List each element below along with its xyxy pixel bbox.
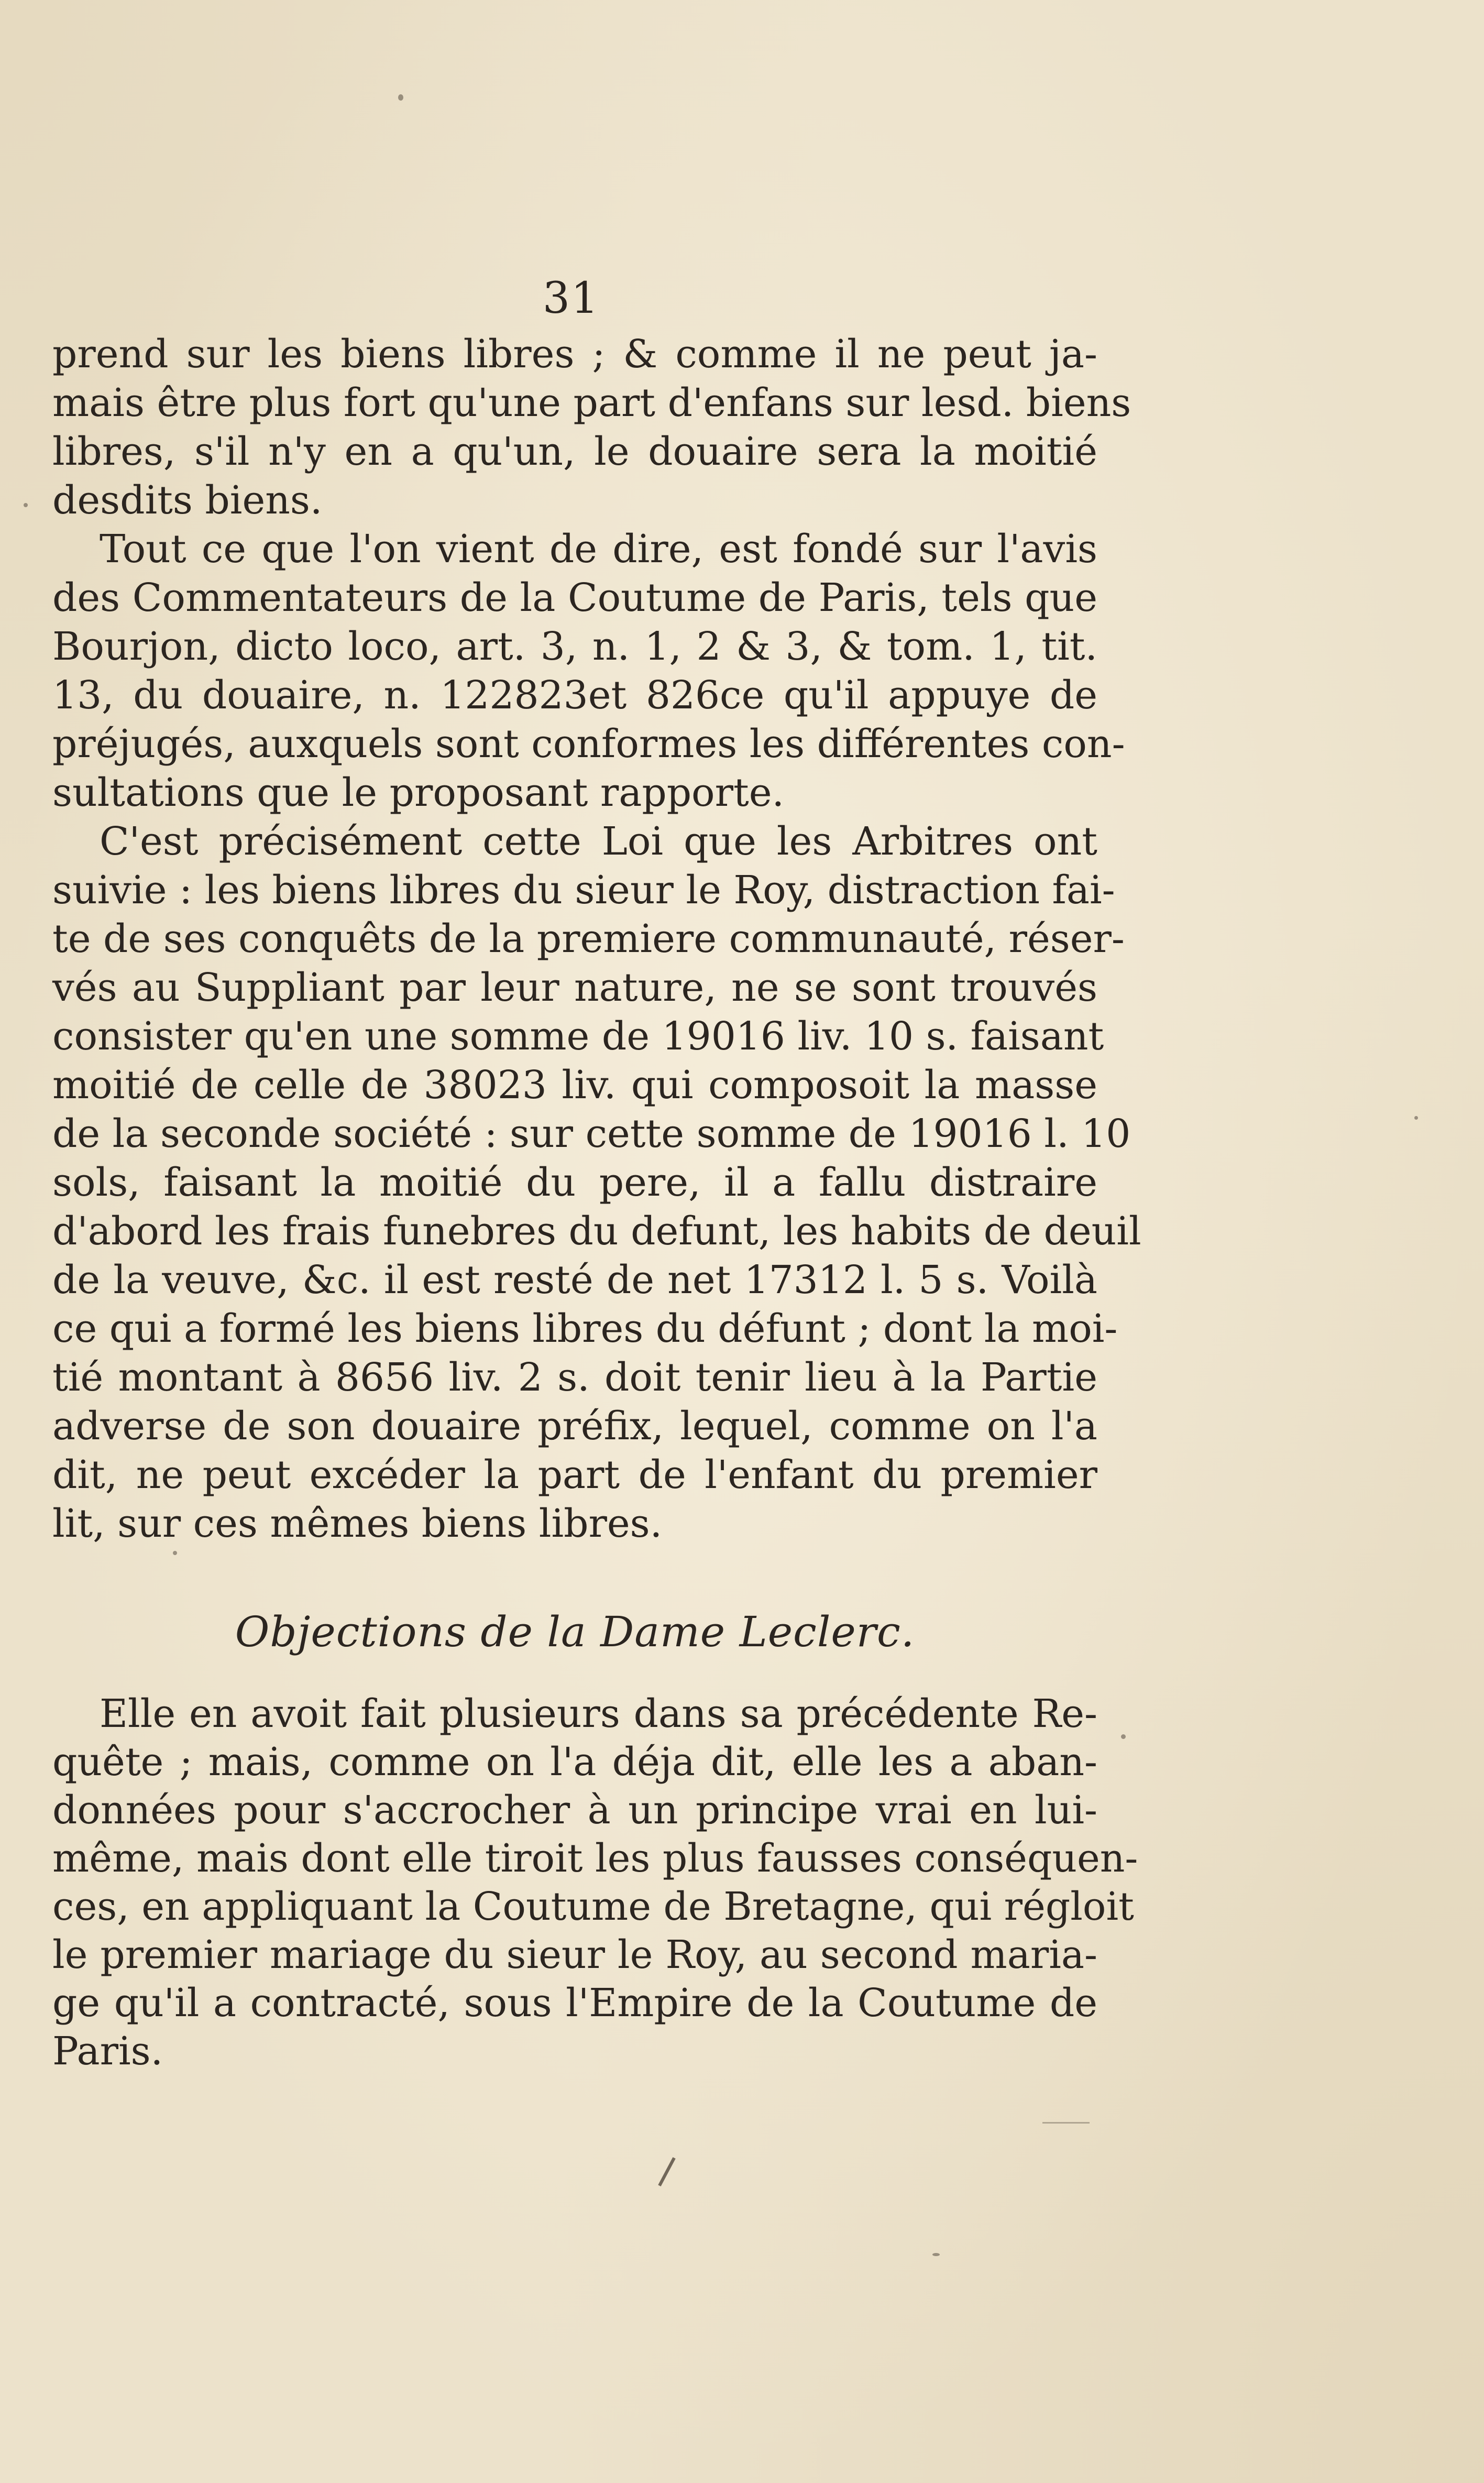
text-line: mais être plus fort qu'une part d'enfans sur lesd. biens	[52, 380, 1131, 425]
body-text	[52, 330, 1141, 1548]
text-line: suivie : les biens libres du sieur le Roy, distraction fai-	[52, 868, 1115, 913]
text-line: ces, en appliquant la Coutume de Bretagne, qui régloit	[52, 1884, 1134, 1929]
text-line: Paris.	[52, 2029, 163, 2074]
text-line: C'est précisément cette Loi que les Arbitres ont	[100, 819, 1097, 864]
text-line: sultations que le proposant rapporte.	[52, 770, 785, 815]
section-heading: Objections de la Dame Leclerc.	[235, 1607, 915, 1656]
text-line: dit, ne peut excéder la part de l'enfant du premier	[52, 1452, 1097, 1497]
text-line: Bourjon, dicto loco, art. 3, n. 1, 2 & 3, & tom. 1, tit.	[52, 624, 1097, 669]
text-line: tié montant à 8656 liv. 2 s. doit tenir lieu à la Partie	[52, 1355, 1097, 1400]
ink-mark	[658, 2157, 675, 2186]
paper-fleck	[1121, 1734, 1126, 1739]
paper-fleck	[24, 503, 28, 507]
text-line: ge qu'il a contracté, sous l'Empire de la Coutume de	[52, 1981, 1097, 2026]
text-line: vés au Suppliant par leur nature, ne se sont trouvés	[52, 965, 1097, 1010]
text-line: d'abord les frais funebres du defunt, les habits de deuil	[52, 1209, 1141, 1254]
text-line: adverse de son douaire préfix, lequel, comme on l'a	[52, 1404, 1097, 1449]
paper-fleck	[932, 2253, 940, 2256]
text-line: te de ses conquêts de la premiere communauté, réser-	[52, 916, 1125, 961]
text-line: de la seconde société : sur cette somme de 19016 l. 10	[52, 1111, 1131, 1156]
text-line: lit, sur ces mêmes biens libres.	[52, 1501, 663, 1546]
text-line: quête ; mais, comme on l'a déja dit, elle les a aban-	[52, 1740, 1097, 1785]
body-text-continued	[52, 1690, 1138, 2075]
paper-fleck	[1414, 1116, 1418, 1120]
page-number: 31	[542, 274, 600, 323]
text-line: prend sur les biens libres ; & comme il ne peut ja-	[52, 332, 1097, 377]
text-line: des Commentateurs de la Coutume de Paris, tels que	[52, 575, 1097, 620]
text-line: même, mais dont elle tiroit les plus fausses conséquen-	[52, 1836, 1138, 1881]
text-line: données pour s'accrocher à un principe vrai en lui-	[52, 1788, 1097, 1833]
text-line: le premier mariage du sieur le Roy, au second maria-	[52, 1932, 1097, 1977]
text-line: préjugés, auxquels sont conformes les différentes con-	[52, 721, 1125, 767]
text-line: consister qu'en une somme de 19016 liv. 10 s. faisant	[52, 1014, 1104, 1059]
text-line: Tout ce que l'on vient de dire, est fondé sur l'avis	[100, 527, 1097, 572]
text-line: libres, s'il n'y en a qu'un, le douaire sera la moitié	[52, 429, 1097, 474]
text-line: Elle en avoit fait plusieurs dans sa précédente Re-	[100, 1691, 1097, 1736]
paper-fleck	[173, 1551, 177, 1555]
text-line: desdits biens.	[52, 478, 323, 523]
ink-mark	[1042, 2122, 1090, 2124]
text-line: ce qui a formé les biens libres du défunt ; dont la moi-	[52, 1306, 1118, 1351]
paper-fleck	[398, 94, 403, 101]
text-line: de la veuve, &c. il est resté de net 17312 l. 5 s. Voilà	[52, 1257, 1097, 1303]
text-line: sols, faisant la moitié du pere, il a fallu distraire	[52, 1160, 1097, 1205]
text-line: moitié de celle de 38023 liv. qui composoit la masse	[52, 1063, 1097, 1108]
text-line: 13, du douaire, n. 122823et 826ce qu'il appuye de	[52, 673, 1097, 718]
